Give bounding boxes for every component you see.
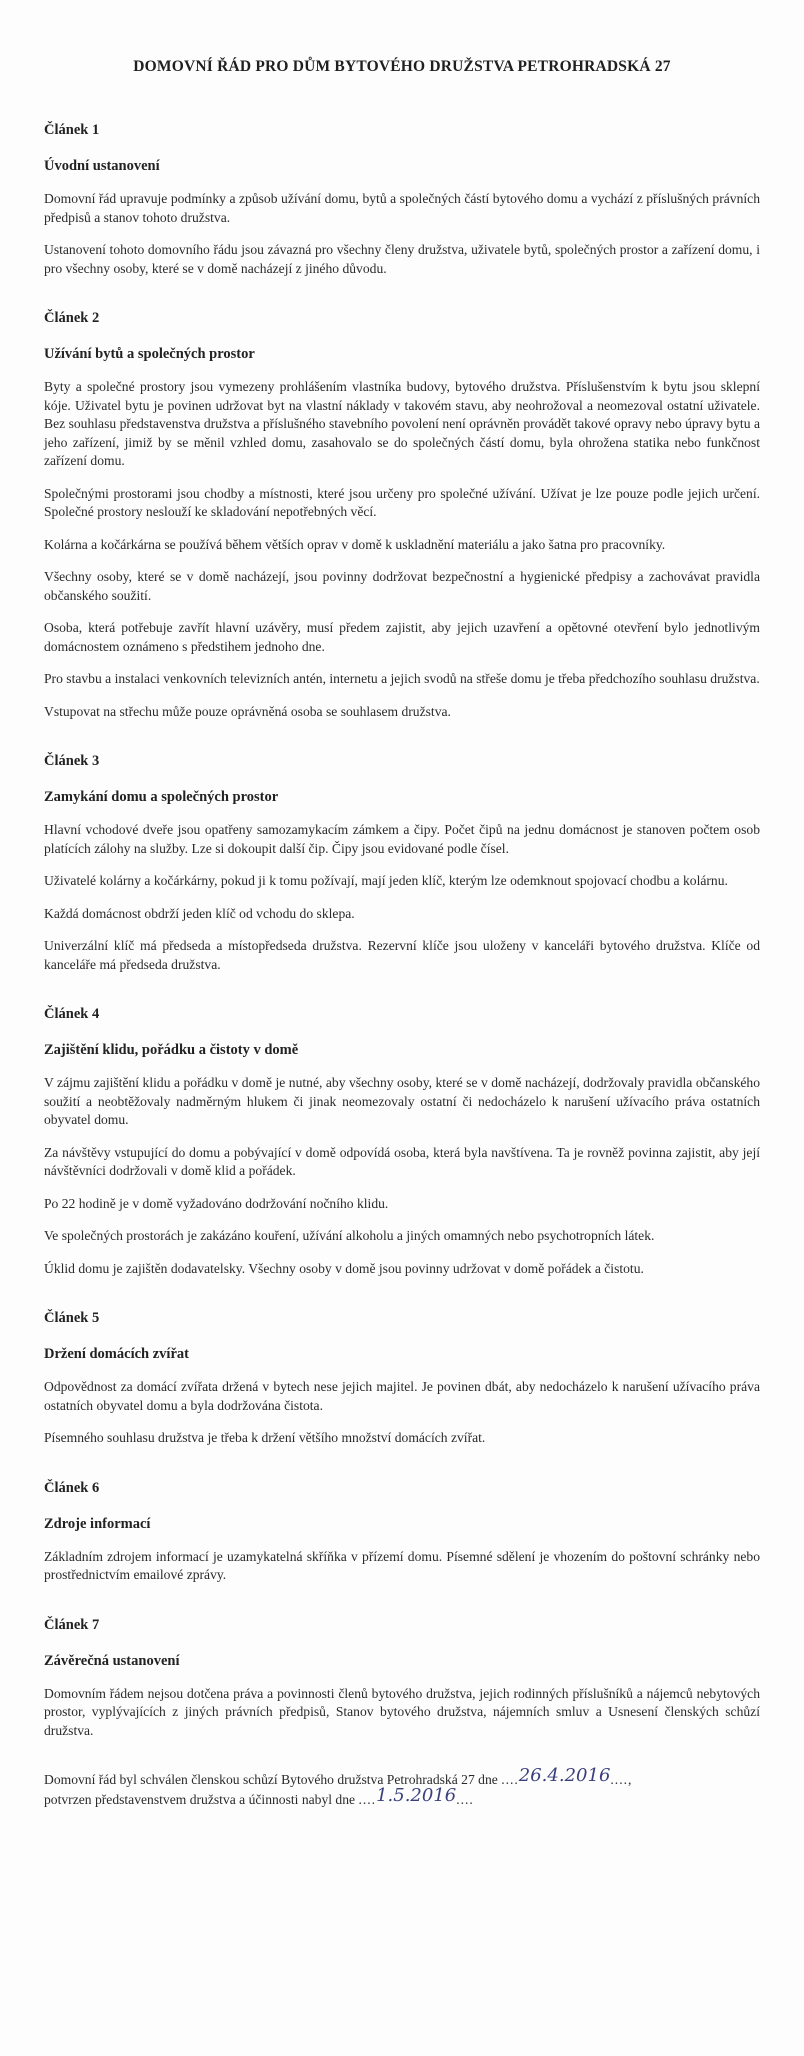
article-paragraph: Ustanovení tohoto domovního řádu jsou závazná pro všechny členy družstva, uživatele bytů, společných prostor a zařízení domu, i pro všechny osoby, které se v domě nacházejí z jiného důvodu. xyxy=(44,242,760,276)
article-6 xyxy=(44,1478,760,1585)
article-paragraph: Pro stavbu a instalaci venkovních televizních antén, internetu a jejich svodů na střeše domu je třeba předchozího souhlasu družstva. xyxy=(44,671,760,686)
article-heading: Úvodní ustanovení xyxy=(44,158,160,174)
effective-date-handwritten: 1.5.2016 xyxy=(376,1784,457,1806)
articles-list xyxy=(44,120,760,1740)
effective-text: potvrzen představenstvem družstva a účinnosti nabyl dne xyxy=(44,1791,356,1807)
article-paragraph: Ve společných prostorách je zakázáno kouření, užívání alkoholu a jiných omamných nebo psychotropních látek. xyxy=(44,1228,655,1243)
effective-dots-end: .... xyxy=(456,1791,474,1807)
effective-line xyxy=(44,1784,760,1810)
article-paragraph: Domovní řád upravuje podmínky a způsob užívání domu, bytů a společných částí bytového domu a vychází z příslušných právních předpisů a stanov tohoto družstva. xyxy=(44,191,760,225)
document-title: DOMOVNÍ ŘÁD PRO DŮM BYTOVÉHO DRUŽSTVA PETROHRADSKÁ 27 xyxy=(133,58,671,75)
article-paragraph: Domovním řádem nejsou dotčena práva a povinnosti členů bytového družstva, jejich rodinných příslušníků a nájemců nebytových prostor, vyplývajících z jiných právních předpisů, Stanov bytového družstva, nájemních smluv a Usnesení členských schůzí družstva. xyxy=(44,1685,760,1738)
approval-dots-end: ...., xyxy=(610,1772,633,1787)
document-body xyxy=(44,120,760,1809)
article-paragraph: Kolárna a kočárkárna se používá během větších oprav v domě k uskladnění materiálu a jako šatna pro pracovníky. xyxy=(44,536,666,552)
article-paragraph: Každá domácnost obdrží jeden klíč od vchodu do sklepa. xyxy=(44,905,355,921)
article-2 xyxy=(44,308,760,721)
article-paragraph: V zájmu zajištění klidu a pořádku v domě je nutné, aby všechny osoby, které se v domě nacházejí, dodržovaly pravidla občanského soužití a neobtěžovaly nadměrným hlukem či jinak neomezovaly ostatní či nedocházelo k narušení užívacího práva ostatních obyvatel domu. xyxy=(44,1075,760,1127)
article-paragraph: Po 22 hodině je v domě vyžadováno dodržování nočního klidu. xyxy=(44,1195,389,1211)
approval-dots: .... xyxy=(501,1772,519,1787)
article-3 xyxy=(44,751,760,974)
approval-date-handwritten: 26.4.2016 xyxy=(518,1765,611,1786)
article-number: Článek 4 xyxy=(44,1006,100,1022)
article-paragraph: Vstupovat na střechu může pouze oprávněná osoba se souhlasem družstva. xyxy=(44,703,451,719)
article-heading: Držení domácích zvířat xyxy=(44,1346,189,1362)
article-5 xyxy=(44,1308,760,1448)
article-paragraph: Všechny osoby, které se v domě nacházejí, jsou povinny dodržovat bezpečnostní a hygienické předpisy a zachovávat pravidla občanského soužití. xyxy=(44,569,760,603)
article-number: Článek 3 xyxy=(44,753,100,769)
article-number: Článek 6 xyxy=(44,1479,100,1496)
approval-text: Domovní řád byl schválen členskou schůzí Bytového družstva Petrohradská 27 dne xyxy=(44,1772,498,1787)
article-number: Článek 7 xyxy=(44,1616,100,1633)
article-paragraph: Hlavní vchodové dveře jsou opatřeny samozamykacím zámkem a čipy. Počet čipů na jednu domácnost je stanoven počtem osob platících zálohy na služby. Lze si dokoupit další čip. Čipy jsou evidované podle čísel. xyxy=(44,822,760,856)
article-paragraph: Společnými prostorami jsou chodby a místnosti, které jsou určeny pro společné užívání. Užívat je lze pouze podle jejich určení. Společné prostory neslouží ke skladování nepotřebných věcí. xyxy=(44,485,760,519)
article-heading: Závěrečná ustanovení xyxy=(44,1652,180,1669)
article-paragraph: Odpovědnost za domácí zvířata držená v bytech nese jejich majitel. Je povinen dbát, aby nedocházelo k narušení užívacího práva ostatních obyvatel domu a byla dodržována čistota. xyxy=(44,1379,760,1413)
article-paragraph: Osoba, která potřebuje zavřít hlavní uzávěry, musí předem zajistit, aby jejich uzavření a opětovné otevření bylo jednotlivým domácnostem oznámeno s předstihem jednoho dne. xyxy=(44,620,760,654)
article-1 xyxy=(44,120,760,278)
article-paragraph: Univerzální klíč má předseda a místopředseda družstva. Rezervní klíče jsou uloženy v kanceláři bytového družstva. Klíče od kanceláře má předseda družstva. xyxy=(44,938,760,972)
article-heading: Zdroje informací xyxy=(44,1515,151,1532)
article-paragraph: Byty a společné prostory jsou vymezeny prohlášením vlastníka budovy, bytového družstva. Příslušenstvím k bytu jsou sklepní kóje. Uživatel bytu je povinen udržovat byt na vlastní náklady v takovém stavu, aby neohrožoval a neomezoval ostatní uživatele. Bez souhlasu představenstva družstva a příslušného stavebního povolení není oprávněn provádět takové opravy nebo úpravy bytu a jeho zařízení, jimiž by se měnil vzhled domu, zasahovalo se do společných částí domu, byla ohrožena statika nebo funkčnost zařízení domu. xyxy=(44,379,760,468)
article-heading: Užívání bytů a společných prostor xyxy=(44,346,255,362)
article-7 xyxy=(44,1615,760,1741)
article-number: Článek 1 xyxy=(44,122,100,138)
article-paragraph: Úklid domu je zajištěn dodavatelsky. Všechny osoby v domě jsou povinny udržovat v domě pořádek a čistotu. xyxy=(44,1260,644,1276)
article-4 xyxy=(44,1004,760,1278)
article-heading: Zamykání domu a společných prostor xyxy=(44,789,279,805)
article-paragraph: Písemného souhlasu družstva je třeba k držení většího množství domácích zvířat. xyxy=(44,1430,486,1445)
article-number: Článek 2 xyxy=(44,310,100,326)
article-paragraph: Za návštěvy vstupující do domu a pobývající v domě odpovídá osoba, která byla navštívena. Ta je rovněž povinna zajistit, aby její návštěvníci dodržovali v domě klid a pořádek. xyxy=(44,1144,760,1178)
article-paragraph: Uživatelé kolárny a kočárkárny, pokud ji k tomu požívají, mají jeden klíč, kterým lze odemknout spojovací chodbu a kolárnu. xyxy=(44,873,728,888)
article-heading: Zajištění klidu, pořádku a čistoty v domě xyxy=(44,1042,299,1058)
article-paragraph: Základním zdrojem informací je uzamykatelná skříňka v přízemí domu. Písemné sdělení je vhozením do poštovní schránky nebo prostřednictvím emailové zprávy. xyxy=(44,1548,760,1582)
closing-statement xyxy=(44,1765,760,1809)
effective-dots: .... xyxy=(358,1791,377,1807)
article-number: Článek 5 xyxy=(44,1310,100,1326)
